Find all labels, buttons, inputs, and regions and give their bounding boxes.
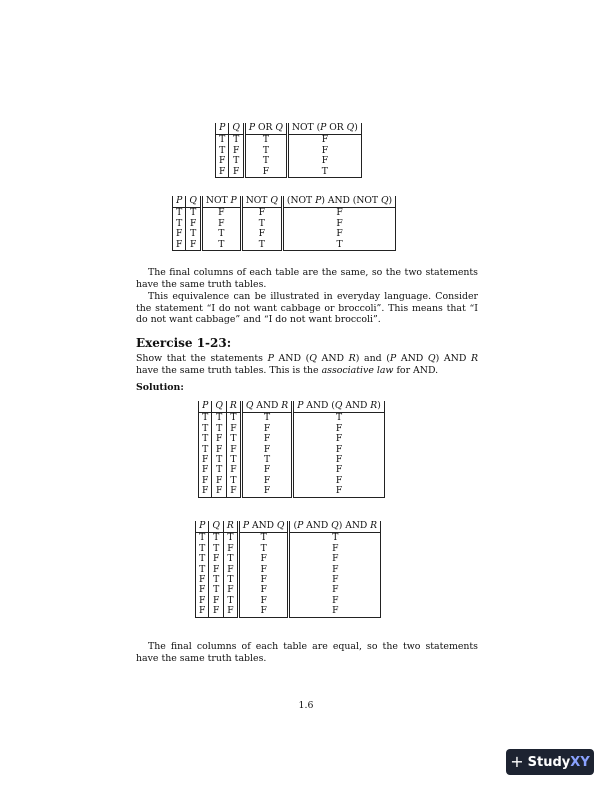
header-cell: Q <box>209 521 224 533</box>
table-cell: T <box>209 533 224 544</box>
header-cell: P <box>196 521 209 533</box>
table-cell: T <box>209 544 224 554</box>
table-cell: F <box>226 486 241 497</box>
table-cell: F <box>173 240 186 251</box>
table-cell: T <box>196 544 209 554</box>
table-cell: T <box>216 135 229 146</box>
table-cell: F <box>229 146 245 156</box>
table-cell: T <box>244 135 287 146</box>
table-row <box>199 486 385 497</box>
table-cell: T <box>282 240 395 251</box>
table-cell: T <box>199 434 212 444</box>
table-cell: F <box>209 606 224 617</box>
table-row <box>196 544 381 554</box>
table-cell: T <box>199 424 212 434</box>
table-cell: T <box>201 229 241 239</box>
table-row <box>196 554 381 564</box>
table-cell: T <box>196 554 209 564</box>
table-cell: F <box>201 208 241 219</box>
table-cell: T <box>229 156 245 166</box>
table-cell: T <box>212 465 227 475</box>
table-header-row <box>199 401 385 413</box>
table-row <box>196 606 381 617</box>
plus-icon: + <box>510 752 524 771</box>
table-cell: T <box>212 455 227 465</box>
table-cell: T <box>238 533 289 544</box>
table-cell: F <box>241 208 282 219</box>
table-cell: F <box>212 434 227 444</box>
paragraph-final-columns: The final columns of each table are the same, so the two statements have the same truth tables. <box>136 267 478 290</box>
table-row <box>173 229 396 239</box>
table-cell: F <box>199 476 212 486</box>
header-cell: Q <box>186 196 202 208</box>
table-row <box>173 240 396 251</box>
table-cell: T <box>241 240 282 251</box>
brand-name: StudyXY <box>527 754 590 770</box>
table-cell: T <box>289 533 381 544</box>
table-cell: T <box>223 533 238 544</box>
table-cell: T <box>287 167 361 178</box>
table-header-row <box>216 123 362 135</box>
table-cell: F <box>282 219 395 229</box>
table-cell: F <box>289 544 381 554</box>
table-cell: F <box>196 596 209 606</box>
table-cell: T <box>223 596 238 606</box>
table-cell: T <box>186 208 202 219</box>
table-cell: F <box>293 476 385 486</box>
table-cell: T <box>229 135 245 146</box>
table-cell: F <box>223 606 238 617</box>
table-cell: F <box>241 445 292 455</box>
table-cell: F <box>287 146 361 156</box>
table-cell: F <box>209 554 224 564</box>
table-cell: F <box>238 554 289 564</box>
header-cell: P <box>173 196 186 208</box>
paragraph-equivalence-example: This equivalence can be illustrated in everyday language. Consider the statement “I do not want cabbage or broccoli”. This means that “I do not want cabbage” and “I do not want broccoli”. <box>136 291 478 326</box>
table-cell: F <box>293 486 385 497</box>
header-cell: (NOT P) AND (NOT Q) <box>282 196 395 208</box>
paragraph-conclusion: The final columns of each table are equal, so the two statements have the same truth tables. <box>136 641 478 664</box>
table-cell: T <box>244 156 287 166</box>
associative-law-term: associative law <box>321 364 394 376</box>
studyxy-badge[interactable] <box>506 749 594 775</box>
table-cell: T <box>226 476 241 486</box>
table-cell: F <box>238 565 289 575</box>
table-cell: F <box>238 606 289 617</box>
header-cell: Q <box>212 401 227 413</box>
table-cell: F <box>223 544 238 554</box>
header-cell: NOT Q <box>241 196 282 208</box>
table-row <box>196 533 381 544</box>
truth-table-not-p-and-not-q <box>172 196 396 251</box>
table-row <box>216 167 362 178</box>
table-cell: T <box>209 585 224 595</box>
table-cell: F <box>293 445 385 455</box>
table-cell: F <box>216 167 229 178</box>
table-cell: T <box>196 533 209 544</box>
table-cell: T <box>199 413 212 424</box>
table-cell: F <box>293 424 385 434</box>
table-cell: F <box>173 229 186 239</box>
table-cell: F <box>186 219 202 229</box>
header-cell: NOT (P OR Q) <box>287 123 361 135</box>
table-cell: F <box>223 585 238 595</box>
table-cell: T <box>226 413 241 424</box>
table-cell: F <box>293 465 385 475</box>
table-cell: F <box>209 565 224 575</box>
header-cell: (P AND Q) AND R <box>289 521 381 533</box>
exercise-statement: Show that the statements P AND (Q AND R) and (P AND Q) AND R have the same truth tables. This is the associative law for AND. <box>136 353 479 376</box>
header-cell: Q <box>229 123 245 135</box>
table-cell: F <box>199 455 212 465</box>
table-cell: T <box>241 455 292 465</box>
table-cell: F <box>289 596 381 606</box>
table-cell: F <box>289 554 381 564</box>
table-cell: T <box>241 413 292 424</box>
table-row <box>196 585 381 595</box>
table-cell: F <box>212 445 227 455</box>
table-cell: F <box>241 476 292 486</box>
table-cell: F <box>244 167 287 178</box>
table-row <box>196 565 381 575</box>
table-cell: F <box>196 585 209 595</box>
table-cell: F <box>287 135 361 146</box>
table-cell: F <box>238 585 289 595</box>
table-cell: T <box>196 565 209 575</box>
header-cell: R <box>226 401 241 413</box>
table-cell: F <box>241 229 282 239</box>
table-row <box>173 208 396 219</box>
table-cell: F <box>289 565 381 575</box>
table-row <box>199 455 385 465</box>
truth-table-not-p-or-q <box>215 123 362 178</box>
table-cell: F <box>212 476 227 486</box>
table-cell: F <box>226 424 241 434</box>
truth-table-p-and-q-then-and-r <box>195 521 381 618</box>
table-cell: T <box>186 229 202 239</box>
table-cell: T <box>216 146 229 156</box>
table-cell: F <box>238 596 289 606</box>
table-cell: F <box>209 596 224 606</box>
header-cell: P <box>216 123 229 135</box>
table-cell: F <box>186 240 202 251</box>
table-row <box>196 596 381 606</box>
table-cell: F <box>201 219 241 229</box>
table-cell: T <box>293 413 385 424</box>
table-cell: F <box>289 585 381 595</box>
table-cell: T <box>212 413 227 424</box>
table-row <box>199 424 385 434</box>
table-cell: F <box>287 156 361 166</box>
table-cell: F <box>226 465 241 475</box>
header-cell: P AND (Q AND R) <box>293 401 385 413</box>
page-number: 1.6 <box>298 700 314 711</box>
table-cell: F <box>196 606 209 617</box>
table-header-row <box>196 521 381 533</box>
table-cell: T <box>212 424 227 434</box>
table-cell: T <box>223 575 238 585</box>
header-cell: Q AND R <box>241 401 292 413</box>
table-cell: F <box>289 606 381 617</box>
table-cell: T <box>223 554 238 564</box>
table-header-row <box>173 196 396 208</box>
table-cell: F <box>216 156 229 166</box>
header-cell: NOT P <box>201 196 241 208</box>
table-cell: F <box>293 455 385 465</box>
table-cell: F <box>212 486 227 497</box>
table-cell: T <box>241 219 282 229</box>
table-row <box>173 219 396 229</box>
table-cell: F <box>223 565 238 575</box>
table-cell: F <box>229 167 245 178</box>
table-row <box>196 575 381 585</box>
table-cell: T <box>226 434 241 444</box>
table-cell: T <box>199 445 212 455</box>
table-cell: T <box>209 575 224 585</box>
table-cell: F <box>199 486 212 497</box>
table-cell: T <box>201 240 241 251</box>
table-cell: T <box>244 146 287 156</box>
table-cell: F <box>241 465 292 475</box>
table-cell: F <box>241 434 292 444</box>
table-cell: F <box>199 465 212 475</box>
table-row <box>199 465 385 475</box>
solution-label: Solution: <box>136 382 184 393</box>
table-cell: F <box>226 445 241 455</box>
table-cell: F <box>282 208 395 219</box>
header-cell: P AND Q <box>238 521 289 533</box>
table-cell: F <box>293 434 385 444</box>
table-cell: T <box>173 219 186 229</box>
table-row <box>199 476 385 486</box>
table-row <box>199 434 385 444</box>
table-row <box>199 445 385 455</box>
table-cell: F <box>241 424 292 434</box>
exercise-heading: Exercise 1-23: <box>136 336 232 350</box>
table-cell: T <box>238 544 289 554</box>
header-cell: P <box>199 401 212 413</box>
table-cell: T <box>173 208 186 219</box>
table-cell: F <box>282 229 395 239</box>
table-cell: F <box>241 486 292 497</box>
table-cell: T <box>226 455 241 465</box>
header-cell: P OR Q <box>244 123 287 135</box>
table-cell: F <box>238 575 289 585</box>
truth-table-p-and-q-and-r <box>198 401 385 498</box>
table-cell: F <box>289 575 381 585</box>
table-cell: F <box>196 575 209 585</box>
header-cell: R <box>223 521 238 533</box>
table-row <box>199 413 385 424</box>
